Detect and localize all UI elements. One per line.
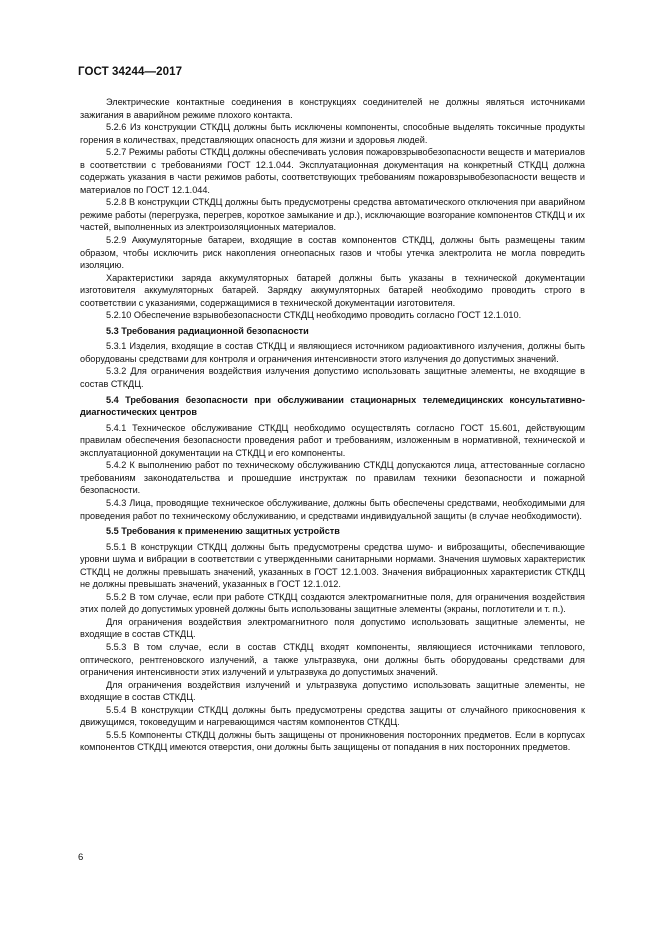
paragraph: 5.3.1 Изделия, входящие в состав СТКДЦ и являющиеся источником радиоактивного излучения, должны быть оборудованы средствами для контроля и ограничения интенсивности этого излучения до допустимых значений.	[80, 341, 585, 364]
paragraph: 5.4.3 Лица, проводящие техническое обслуживание, должны быть обеспечены средствами, необходимыми для проведения работ по техническому обслуживанию, и средствами индивидуальной защиты (в случае необходимости).	[80, 497, 585, 521]
paragraph: Для ограничения воздействия электромагнитного поля допустимо использовать защитные элементы, не входящие в состав СТКДЦ.	[80, 616, 585, 640]
paragraph: 5.5.4 В конструкции СТКДЦ должны быть предусмотрены средства защиты от случайного прикосновения к движущимся, токоведущим и нагревающимся частям компонентов СТКДЦ.	[80, 704, 585, 728]
paragraph: 5.5.2 В том случае, если при работе СТКДЦ создаются электромагнитные поля, для ограничения воздействия этих полей до допустимых уровней должны быть использованы защитные элементы (экраны, поглотители и т. п.).	[80, 591, 585, 615]
page-number: 6	[78, 852, 84, 863]
document-body	[80, 96, 585, 754]
paragraph: 5.4.2 К выполнению работ по техническому обслуживанию СТКДЦ допускаются лица, аттестованные согласно требованиям законодательства и прошедшие инструктаж по правилам техники безопасности и пожарной безопасности.	[80, 460, 585, 496]
paragraph: 5.5.1 В конструкции СТКДЦ должны быть предусмотрены средства шумо- и виброзащиты, обеспечивающие уровни шума и вибрации в соответствии с утвержденными санитарными нормами. Значения шумовых характеристик СТКДЦ не должны превышать значений, указанных в ГОСТ 12.1.003. Значения вибрационных характеристик СТКДЦ не должны превышать значений, указанных в ГОСТ 12.1.012.	[80, 541, 585, 590]
paragraph: 5.2.10 Обеспечение взрывобезопасности СТКДЦ необходимо проводить согласно ГОСТ 12.1.010.	[106, 310, 522, 321]
paragraph: 5.2.7 Режимы работы СТКДЦ должны обеспечивать условия пожаровзрывобезопасности веществ и материалов в соответствии с требованиями ГОСТ 12.1.044. Эксплуатационная документация на конкретный СТКДЦ должна содержать указания в части режимов работы, соответствующих требованиям пожаровзрывобезопасности веществ и материалов по ГОСТ 12.1.044.	[80, 147, 585, 195]
section-heading: 5.5 Требования к применению защитных устройств	[106, 526, 340, 537]
paragraph: 5.2.6 Из конструкции СТКДЦ должны быть исключены компоненты, способные выделять токсичные продукты горения в количествах, представляющих опасность для жизни и здоровья людей.	[80, 122, 585, 145]
paragraph: Электрические контактные соединения в конструкциях соединителей не должны являться источниками зажигания в аварийном режиме плохого контакта.	[80, 97, 585, 120]
paragraph: 5.2.8 В конструкции СТКДЦ должны быть предусмотрены средства автоматического отключения при аварийном режиме работы (перегрузка, перегрев, короткое замыкание и др.), исключающие возгорание компонентов СТКДЦ и их частей, выполненных из электроизоляционных материалов.	[80, 197, 585, 233]
paragraph: 5.5.3 В том случае, если в состав СТКДЦ входят компоненты, являющиеся источниками теплового, оптического, рентгеновского излучений, а также ультразвука, они должны быть оборудованы средствами для ограничения интенсивности этих излучений и ультразвука до допустимых значений.	[80, 641, 585, 678]
paragraph: Характеристики заряда аккумуляторных батарей должны быть указаны в технической документации изготовителя аккумуляторных батарей. Зарядку аккумуляторных батарей необходимо проводить строго в соответствии с указаниями, содержащимися в технической документации изготовителя.	[80, 272, 585, 308]
paragraph: 5.3.2 Для ограничения воздействия излучения допустимо использовать защитные элементы, не входящие в состав СТКДЦ.	[80, 366, 585, 390]
paragraph: 5.4.1 Техническое обслуживание СТКДЦ необходимо осуществлять согласно ГОСТ 15.601, действующим правилам обеспечения безопасности проведения работ и требованиям, изложенным в нормативной, технической и эксплуатационной документации на СТКДЦ и его компоненты.	[80, 422, 585, 458]
section-heading: 5.4 Требования безопасности при обслуживании стационарных телемедицинских консультативно-диагностических центров	[80, 394, 585, 418]
paragraph: 5.5.5 Компоненты СТКДЦ должны быть защищены от проникновения посторонних предметов. Если в корпусах компонентов СТКДЦ имеются отверстия, они должны быть защищены от попадания в них посторонних предметов.	[80, 729, 585, 753]
paragraph: 5.2.9 Аккумуляторные батареи, входящие в состав компонентов СТКДЦ, должны быть размещены таким образом, чтобы исключить риск накопления огнеопасных газов и чтобы утечка электролита не могла повредить изоляцию.	[80, 235, 585, 271]
section-heading: 5.3 Требования радиационной безопасности	[106, 325, 309, 336]
paragraph: Для ограничения воздействия излучений и ультразвука допустимо использовать защитные элементы, не входящие в состав СТКДЦ.	[80, 679, 585, 703]
document-header: ГОСТ 34244—2017	[78, 66, 183, 78]
